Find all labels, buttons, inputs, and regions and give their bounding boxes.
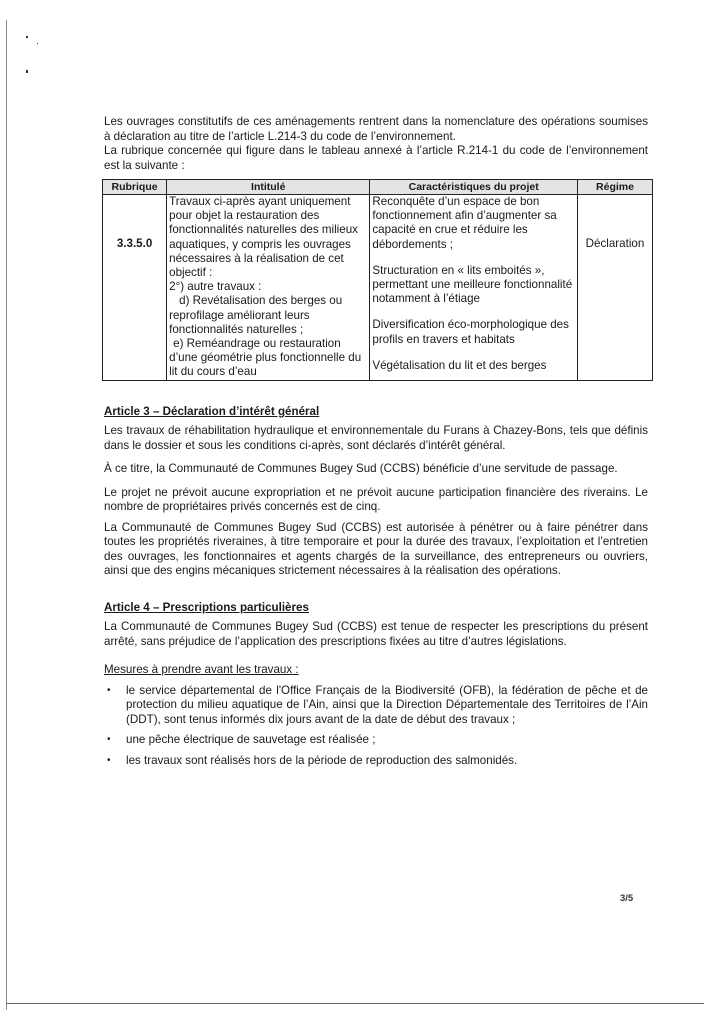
page-edge-bottom (6, 1003, 704, 1004)
bullet-icon: • (107, 754, 111, 766)
intitule-item-d: d) Revétalisation des berges ou reprofilage améliorant leurs fonctionnalités naturelles ; (169, 294, 343, 336)
measures-subheading-colon: : (292, 663, 299, 677)
header-rubrique: Rubrique (103, 180, 167, 195)
rubrique-table (102, 179, 653, 381)
cell-intitule (167, 195, 370, 381)
regime-value: Déclaration (585, 237, 645, 250)
header-regime: Régime (577, 180, 652, 195)
measure-text: le service départemental de l'Office Français de la Biodiversité (OFB), la fédération de pêche et de protection du milieu aquatique de l’Ain, ainsi que la Direction Départementale des Territoires de l’Ain (DDT), sont tenus informés dix jours avant de la date de début des travaux ; (126, 683, 648, 726)
measure-text: les travaux sont réalisés hors de la période de reproduction des salmonidés. (126, 753, 518, 767)
table-row (103, 195, 653, 381)
caracteristique-item: Végétalisation du lit et des berges (372, 358, 547, 372)
intro-section (104, 115, 648, 173)
list-item (107, 753, 648, 769)
measure-text: une pêche électrique de sauvetage est réalisée ; (126, 733, 376, 747)
article-3-paragraph: Le projet ne prévoit aucune expropriation et ne prévoit aucune participation financière des riverains. Le nombre de propriétaires privés concernés est de cinq. (104, 485, 648, 514)
article-3-section (104, 405, 648, 579)
page-number: 3/5 (620, 893, 634, 904)
rubrique-code: 3.3.5.0 (116, 237, 153, 250)
measures-list (104, 684, 648, 769)
cell-regime (577, 195, 652, 381)
article-4-title: Article 4 – Prescriptions particulières (104, 600, 309, 614)
measures-subheading-text: Mesures à prendre avant les travaux (104, 663, 293, 677)
scan-speck (26, 36, 28, 38)
measures-subheading (104, 663, 648, 678)
list-item (107, 683, 648, 728)
cell-rubrique (103, 195, 167, 381)
intitule-main: Travaux ci-après ayant uniquement pour objet la restauration des fonctionnalités naturelles des milieux aquatiques, y compris les ouvrages nécessaires à la réalisation de cet objectif : (169, 195, 358, 280)
header-intitule: Intitulé (167, 180, 370, 195)
caracteristique-item: Structuration en « lits emboités », permettant une meilleure fonctionnalité notamment à l’étiage (372, 263, 573, 306)
intro-paragraph: Les ouvrages constitutifs de ces aménagements rentrent dans la nomenclature des opérations soumises à déclaration au titre de l’article L.214-3 du code de l’environnement. (104, 115, 648, 143)
article-3-title: Article 3 – Déclaration d’intérêt général (104, 404, 320, 418)
bullet-icon: • (107, 684, 111, 696)
article-3-paragraph: La Communauté de Communes Bugey Sud (CCBS) est autorisée à pénétrer ou à faire pénétrer dans toutes les propriétés riveraines, à titre temporaire et pour la durée des travaux, l’exploitation et l’entretien des ouvrages, les fonctionnaires et agents chargés de la surveillance, des entrepreneurs ou ouvriers, ainsi que des engins mécaniques strictement nécessaires à la réalisation des opérations. (104, 520, 648, 578)
intro-paragraph: La rubrique concernée qui figure dans le tableau annexé à l’article R.214-1 du code de l’environnement est la suivante : (104, 144, 648, 172)
header-caracteristiques: Caractéristiques du projet (370, 180, 578, 195)
article-4-section (104, 601, 648, 769)
document-body (104, 115, 648, 774)
caracteristique-item: Reconquête d’un espace de bon fonctionnement afin d’augmenter sa capacité en crue et réduire les débordements ; (372, 195, 557, 251)
scan-speck (26, 70, 28, 73)
scan-speck (37, 43, 38, 44)
table-header-row (103, 180, 653, 195)
cell-spacer (372, 306, 575, 318)
article-3-paragraph: À ce titre, la Communauté de Communes Bugey Sud (CCBS) bénéficie d’une servitude de passage. (104, 462, 618, 476)
caracteristique-item: Diversification éco-morphologique des profils en travers et habitats (372, 318, 569, 346)
cell-spacer (372, 252, 575, 264)
cell-caracteristiques (370, 195, 578, 381)
list-item (107, 733, 648, 748)
intitule-sub: 2°) autre travaux : (169, 280, 262, 294)
cell-spacer (372, 347, 575, 359)
page-edge-left (6, 20, 7, 1010)
bullet-icon: • (107, 734, 111, 746)
article-4-paragraph: La Communauté de Communes Bugey Sud (CCBS) est tenue de respecter les prescriptions du présent arrêté, sans préjudice de l’application des prescriptions fixées au titre d’autres législations. (104, 620, 648, 648)
article-3-paragraph: Les travaux de réhabilitation hydraulique et environnementale du Furans à Chazey-Bons, tels que définis dans le dossier et sous les conditions ci-après, sont déclarés d’intérêt général. (104, 424, 648, 452)
intitule-item-e: e) Reméandrage ou restauration d’une géométrie plus fonctionnelle du lit du cours d’eau (169, 337, 362, 379)
